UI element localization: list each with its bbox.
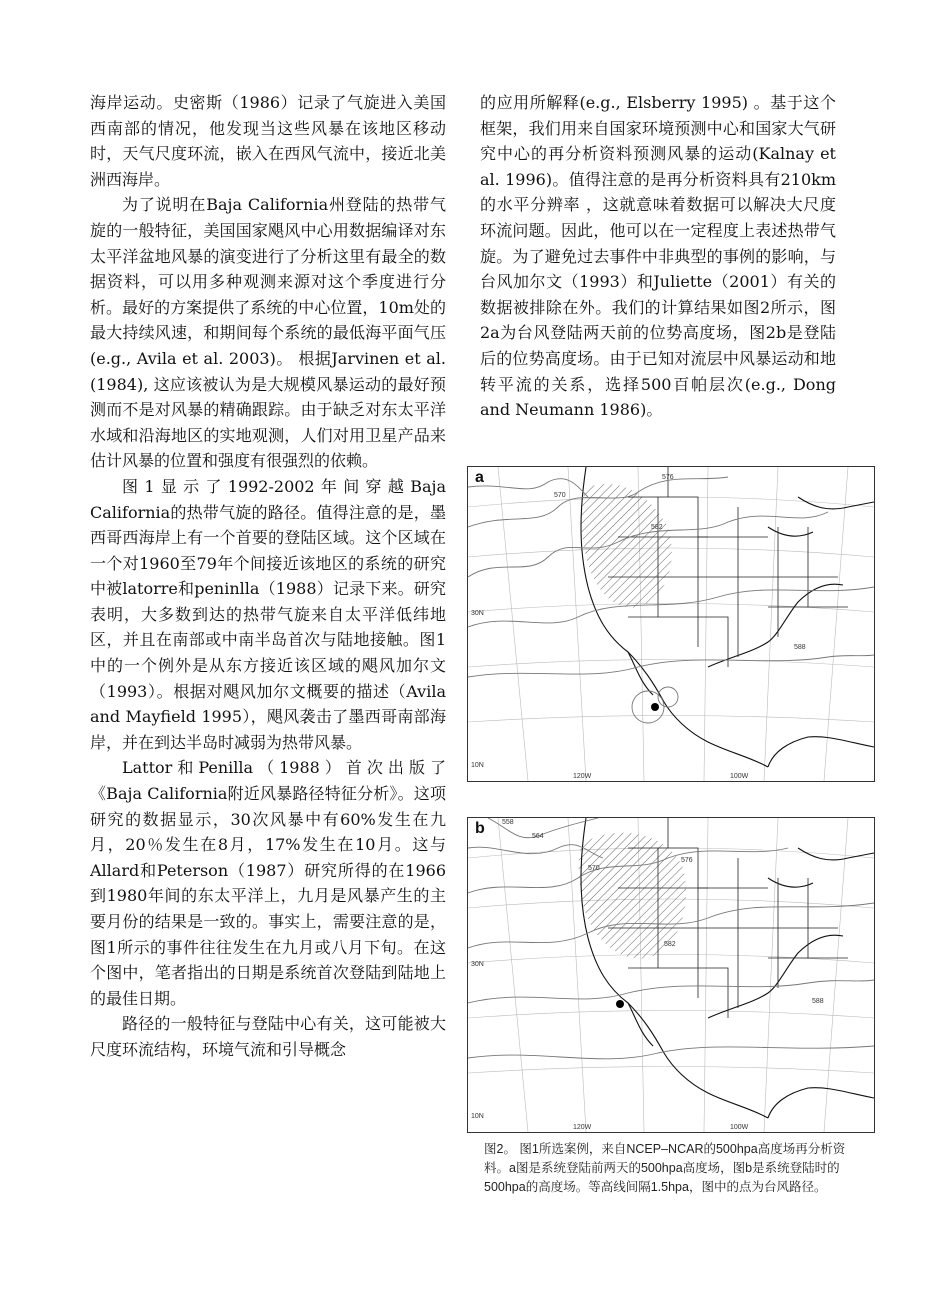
panel-letter: a	[475, 469, 484, 486]
lon-label: 120W	[573, 773, 592, 780]
paragraph: 为了说明在Baja California州登陆的热带气旋的一般特征，美国国家飓风中心用数据编译对东太平洋盆地风暴的演变进行了分析这里有最全的数据资料，可以用多种观测来源对这个季度进行分析。最好的方案提供了系统的中心位置，10m处的最大持续风速，和期间每个系统的最低海平面气压(e.g., Avila et al. 2003)。 根据Jarvinen et al. (1984), 这应该被认为是大规模风暴运动的最好预测而不是对风暴的精确跟踪。由于缺乏对东太平洋水域和沿海地区的实地观测，人们对用卫星产品来估计风暴的位置和强度有很强烈的依赖。	[90, 195, 446, 471]
contour-label: 570	[554, 492, 566, 499]
height-contours	[468, 477, 874, 723]
contour-label: 582	[664, 941, 676, 948]
lon-label: 100W	[730, 1124, 749, 1131]
contour-label: 570	[588, 865, 600, 872]
lat-label: 30N	[471, 610, 484, 617]
paragraph: 海岸运动。史密斯（1986）记录了气旋进入美国西南部的情况，他发现当这些风暴在该地区移动时，天气尺度环流，嵌入在西风气流中，接近北美洲西海岸。	[90, 93, 446, 189]
contour-label: 588	[812, 998, 824, 1005]
paragraph: 图1显示了1992-2002年间穿越Baja California的热带气旋的路径。值得注意的是，墨西哥西海岸上有一个首要的登陆区域。这个区域在一个对1960至79年个间接近该地区的系统的研究中被latorre和peninlla（1988）记录下来。研究表明，大多数到达的热带气旋来自太平洋低纬地区，并且在南部或中南半岛首次与陆地接触。图1中的一个例外是从东方接近该区域的飓风加尔文（1993）。根据对飓风加尔文概要的描述（Avila and Mayfield 1995），飓风袭击了墨西哥南部海岸，并在到达半岛时减弱为热带风暴。	[90, 476, 446, 752]
contour-label: 576	[681, 857, 693, 864]
paragraph: 路径的一般特征与登陆中心有关，这可能被大尺度环流结构，环境气流和引导概念	[90, 1014, 446, 1059]
paragraph: Lattor和Penilla（1988）首次出版了《Baja California附近风暴路径特征分析》。这项研究的数据显示，30次风暴中有60%发生在九月，20％发生在8月，17%发生在10月。这与Allard和Peterson（1987）研究所得的在1966到1980年间的东太平洋上，九月是风暴产生的主要月份的结果是一致的。事实上，需要注意的是，图1所示的事件往往发生在九月或八月下旬。在这个图中，笔者指出的日期是系统首次登陆到陆地上的最佳日期。	[90, 758, 446, 1008]
panel-letter: b	[475, 820, 485, 837]
lat-label: 10N	[471, 762, 484, 769]
geopotential-map-b	[468, 818, 874, 1132]
lat-label: 10N	[471, 1113, 484, 1120]
left-column	[90, 90, 446, 1063]
contour-label: 564	[532, 833, 544, 840]
contour-label: 576	[662, 474, 674, 481]
typhoon-position-dot	[651, 703, 659, 711]
lat-label: 30N	[471, 961, 484, 968]
contour-label: 582	[651, 524, 663, 531]
paragraph: 的应用所解释(e.g., Elsberry 1995) 。基于这个框架，我们用来自国家环境预测中心和国家大气研究中心的再分析资料预测风暴的运动(Kalnay et al. 1996)。值得注意的是再分析资料具有210km的水平分辨率 ，这就意味着数据可以解决大尺度环流问题。因此，他可以在一定程度上表述热带气旋。为了避免过去事件中非典型的事例的影响，与台风加尔文（1993）和Juliette（2001）有关的数据被排除在外。我们的计算结果如图2所示，图2a为台风登陆两天前的位势高度场，图2b是登陆后的位势高度场。由于已知对流层中风暴运动和地转平流的关系，选择500百帕层次(e.g., Dong and Neumann 1986)。	[480, 93, 836, 420]
map-grid	[468, 467, 874, 781]
contour-label: 588	[794, 644, 806, 651]
typhoon-position-dot	[616, 1000, 624, 1008]
contour-label: 558	[502, 819, 514, 826]
figure-caption: 图2。 图1所选案例，来自NCEP–NCAR的500hpa高度场再分析资料。a图是系统登陆前两天的500hpa高度场，图b是系统登陆时的500hpa的高度场。等高线间隔1.5hpa，图中的点为台风路径。	[484, 1142, 846, 1194]
map-panel-b	[467, 817, 875, 1133]
right-column	[480, 90, 836, 423]
lon-label: 120W	[573, 1124, 592, 1131]
geopotential-map-a	[468, 467, 874, 781]
lon-label: 100W	[730, 773, 749, 780]
map-panel-a	[467, 466, 875, 782]
